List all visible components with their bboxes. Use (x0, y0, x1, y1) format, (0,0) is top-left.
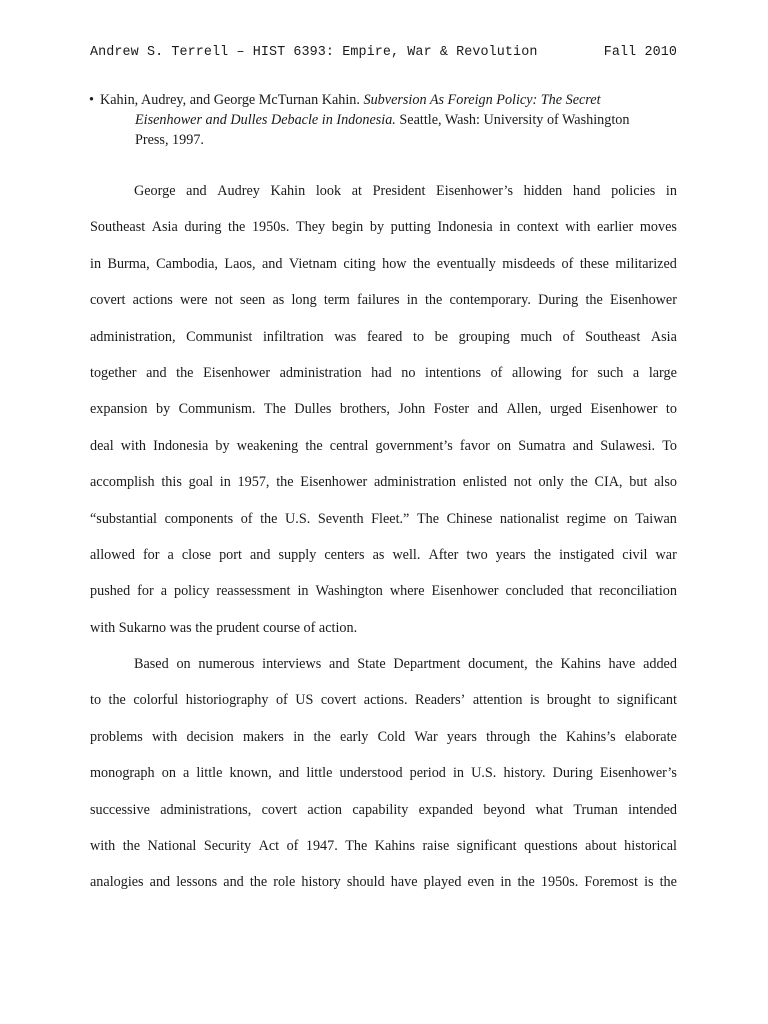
bibliographic-citation (89, 90, 677, 150)
citation-publisher-part2: Press, 1997. (135, 132, 204, 148)
paragraph-2-line: to the colorful historiography of US covert actions. Readers’ attention is brought to significant (90, 692, 677, 709)
citation-authors: Kahin, Audrey, and George McTurnan Kahin. (100, 92, 360, 108)
paragraph-1-line: George and Audrey Kahin look at President Eisenhower’s hidden hand policies in (134, 183, 677, 199)
paragraph-1-line: deal with Indonesia by weakening the central government’s favor on Sumatra and Sulawesi. To (90, 437, 677, 454)
paragraph-1-line: Southeast Asia during the 1950s. They begin by putting Indonesia in context with earlier moves (90, 219, 677, 236)
paragraph-2-line: monograph on a little known, and little understood period in U.S. history. During Eisenhower’s (90, 765, 677, 782)
citation-line-2 (89, 110, 677, 130)
paragraph-1-line: covert actions were not seen as long term failures in the contemporary. During the Eisenhower (90, 292, 677, 309)
citation-title-part1: Subversion As Foreign Policy: The Secret (363, 92, 601, 108)
paragraph-1-line: expansion by Communism. The Dulles brothers, John Foster and Allen, urged Eisenhower to (90, 401, 677, 418)
review-body (90, 179, 677, 907)
paragraph-1-line: with Sukarno was the prudent course of action. (90, 619, 358, 636)
citation-line-3 (89, 130, 677, 150)
paragraph-1-line: accomplish this goal in 1957, the Eisenhower administration enlisted not only the CIA, but also (90, 474, 677, 491)
paragraph-1-line: in Burma, Cambodia, Laos, and Vietnam citing how the eventually misdeeds of these militarized (90, 255, 677, 272)
paragraph-2-line: successive administrations, covert action capability expanded beyond what Truman intended (90, 801, 677, 818)
paragraph-2-line: with the National Security Act of 1947. The Kahins raise significant questions about historical (90, 838, 677, 855)
paragraph-2-line: analogies and lessons and the role history should have played even in the 1950s. Foremost is the (90, 874, 677, 891)
citation-line-1 (89, 90, 677, 110)
citation-publisher-part1: Seattle, Wash: University of Washington (399, 112, 630, 128)
page-header (90, 45, 677, 60)
paragraph-1-line: “substantial components of the U.S. Seventh Fleet.” The Chinese nationalist regime on Taiwan (90, 510, 677, 527)
paragraph-1-line: pushed for a policy reassessment in Washington where Eisenhower concluded that reconciliation (90, 583, 677, 600)
paragraph-1-line: together and the Eisenhower administration had no intentions of allowing for such a large (90, 364, 677, 381)
paragraph-2-line: problems with decision makers in the early Cold War years through the Kahins’s elaborate (90, 728, 677, 745)
header-term: Fall 2010 (603, 45, 677, 60)
bullet-icon: • (89, 92, 94, 108)
header-course-info: Andrew S. Terrell – HIST 6393: Empire, War & Revolution (90, 45, 538, 60)
paragraph-1-line: allowed for a close port and supply centers as well. After two years the instigated civil war (90, 546, 677, 563)
paragraph-1-line: administration, Communist infiltration was feared to be grouping much of Southeast Asia (90, 328, 677, 345)
citation-title-part2: Eisenhower and Dulles Debacle in Indonesia. (135, 112, 396, 128)
paragraph-2-line: Based on numerous interviews and State Department document, the Kahins have added (134, 656, 677, 673)
